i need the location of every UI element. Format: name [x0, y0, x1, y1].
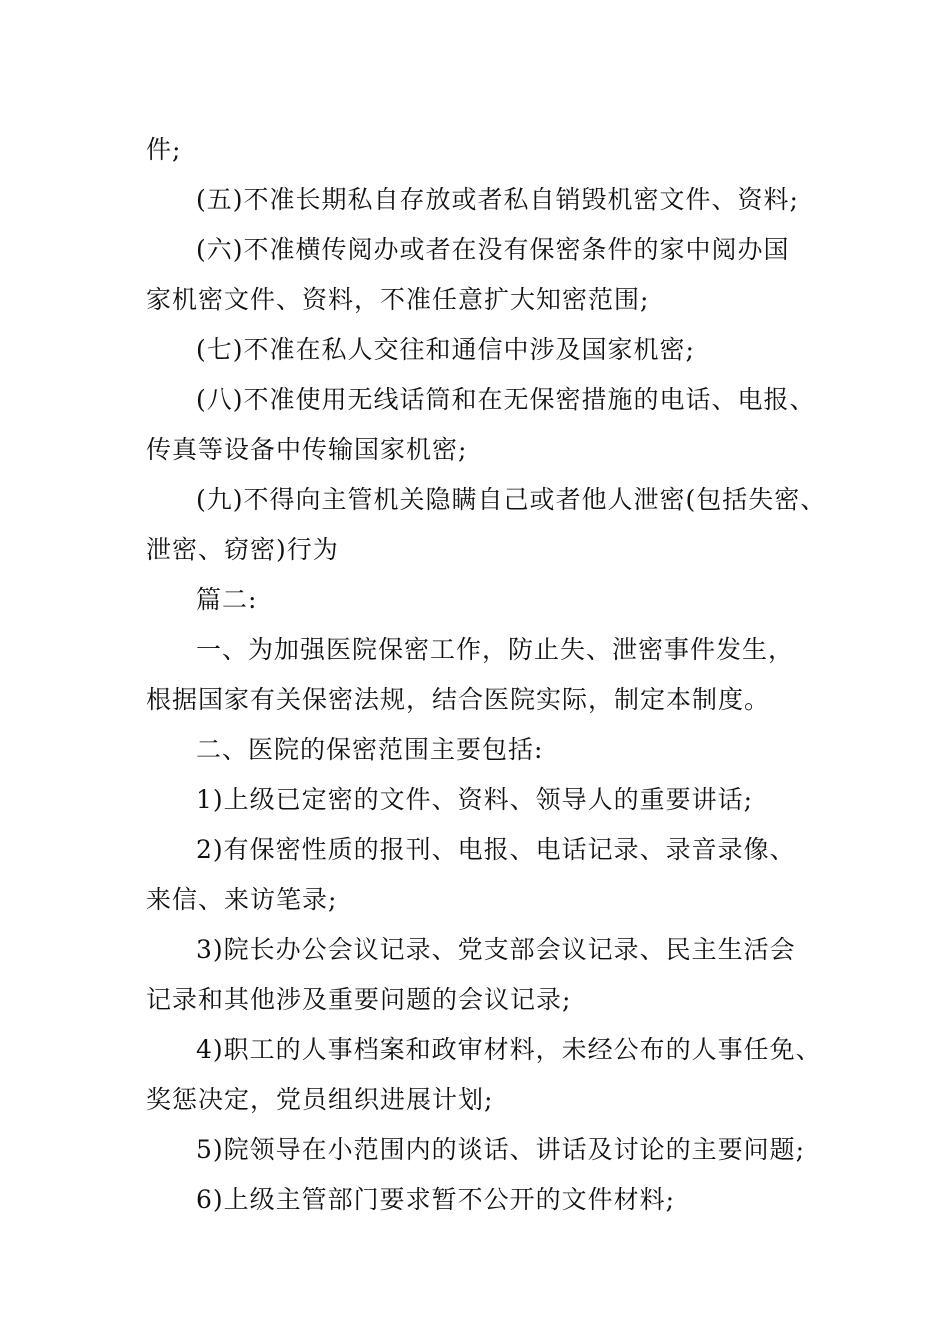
- text-line: 3)院长办公会议记录、党支部会议记录、民主生活会: [196, 935, 796, 964]
- text-line: 5)院领导在小范围内的谈话、讲话及讨论的主要问题;: [196, 1135, 806, 1164]
- text-line: 记录和其他涉及重要问题的会议记录;: [146, 985, 572, 1014]
- text-line: 一、为加强医院保密工作，防止失、泄密事件发生，: [196, 635, 795, 664]
- text-line: (九)不得向主管机关隐瞒自己或者他人泄密(包括失密、: [196, 485, 827, 514]
- section-heading: 篇二:: [196, 585, 258, 614]
- text-line: 奖惩决定，党员组织进展计划;: [146, 1085, 494, 1114]
- text-line: 根据国家有关保密法规，结合医院实际，制定本制度。: [146, 685, 771, 714]
- text-line: (六)不准横传阅办或者在没有保密条件的家中阅办国: [196, 235, 790, 264]
- text-line: 泄密、窃密)行为: [146, 535, 339, 564]
- text-line: (七)不准在私人交往和通信中涉及国家机密;: [196, 335, 695, 364]
- text-line: 1)上级已定密的文件、资料、领导人的重要讲话;: [196, 785, 754, 814]
- text-line: 家机密文件、资料，不准任意扩大知密范围;: [146, 285, 650, 314]
- text-line: 传真等设备中传输国家机密;: [146, 435, 468, 464]
- text-line: 来信、来访笔录;: [146, 885, 338, 914]
- text-line: (五)不准长期私自存放或者私自销毁机密文件、资料;: [196, 185, 799, 214]
- text-line: 6)上级主管部门要求暂不公开的文件材料;: [196, 1185, 676, 1214]
- text-line: 4)职工的人事档案和政审材料，未经公布的人事任免、: [196, 1035, 822, 1064]
- text-line: (八)不准使用无线话筒和在无保密措施的电话、电报、: [196, 385, 816, 414]
- text-line: 件;: [146, 135, 182, 164]
- text-line: 2)有保密性质的报刊、电报、电话记录、录音录像、: [196, 835, 796, 864]
- text-line: 二、医院的保密范围主要包括:: [196, 735, 544, 764]
